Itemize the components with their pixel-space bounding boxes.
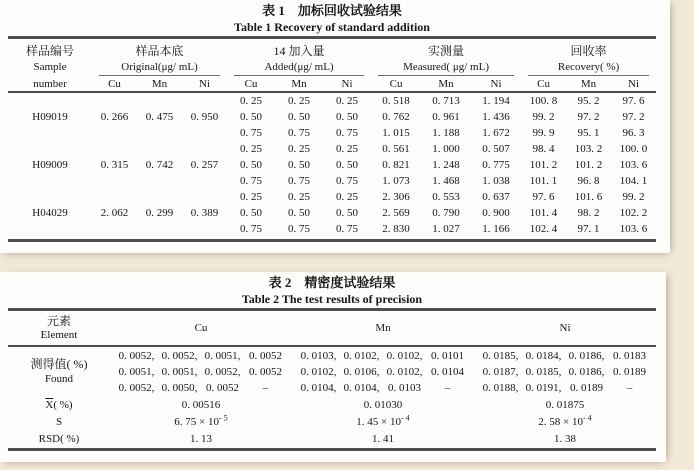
header-element-en: Element	[40, 329, 78, 341]
table1-row	[8, 205, 656, 221]
value-cell	[92, 189, 137, 205]
header-original-zh: 样品本底	[135, 44, 184, 58]
stddev-exponent: - 5	[219, 413, 228, 423]
value-cell: 2. 830	[371, 221, 421, 241]
value-cell	[92, 141, 137, 157]
value-cell: 0. 25	[240, 191, 263, 203]
found-values-line	[292, 364, 474, 380]
mean-label: $\overline{X}$( %)	[45, 399, 73, 411]
stddev-value: 6. $75 \times 10^{- 5}$	[174, 413, 228, 428]
found-values-cell	[474, 346, 656, 397]
value-cell: 1. 194	[482, 95, 510, 107]
found-value: 0. 0184,	[525, 350, 562, 362]
value-cell: 97. 6	[622, 95, 645, 107]
value-cell: 0. 50	[336, 111, 359, 123]
found-value: 0. 0050,	[161, 382, 198, 394]
value-cell: 0. 507	[482, 143, 510, 155]
found-value: 0. 0188,	[482, 382, 519, 394]
found-value: 0. 0103	[388, 382, 421, 394]
value-cell: 0. 553	[432, 191, 460, 203]
value-cell: 0. 637	[482, 191, 510, 203]
header-recovery-en: Recovery( %)	[521, 59, 656, 76]
value-cell	[92, 125, 137, 141]
found-value: 0. 0102,	[386, 366, 423, 378]
rsd-label: RSD( %)	[8, 431, 110, 450]
value-cell: 97. 2	[577, 111, 600, 123]
value-cell: 101. 4	[529, 207, 558, 219]
element-subheader: Mn	[137, 76, 182, 92]
found-value: 0. 0185,	[525, 366, 562, 378]
value-cell: 100. 0	[619, 143, 648, 155]
value-cell: 0. 790	[432, 207, 460, 219]
found-value: 0. 0102,	[386, 350, 423, 362]
table2-wrap	[8, 275, 656, 451]
value-cell: 101. 2	[574, 159, 603, 171]
found-value: 0. 0102,	[343, 350, 380, 362]
stddev-value: 2. $58 \times 10^{- 4}$	[538, 413, 592, 428]
found-value: –	[262, 382, 269, 394]
mean-row	[8, 397, 656, 414]
value-cell	[182, 221, 227, 241]
value-cell	[137, 173, 182, 189]
found-values-line	[474, 364, 656, 380]
header-added-zh: 14 加入量	[273, 44, 325, 58]
value-cell: 1. 436	[482, 111, 510, 123]
value-cell: 1. 188	[432, 127, 460, 139]
element-subheader: Ni	[611, 76, 656, 92]
element-subheader: Cu	[371, 76, 421, 92]
table1-title-en: Table 1 Recovery of standard addition	[234, 20, 430, 34]
value-cell: 1. 166	[471, 221, 521, 241]
value-cell: 0. 50	[240, 207, 263, 219]
found-values-line	[474, 348, 656, 364]
value-cell: 0. 266	[100, 111, 129, 123]
table1-row	[8, 173, 656, 189]
value-cell: 0. 950	[190, 111, 219, 123]
header-added-en: Added(μg/ mL)	[227, 59, 371, 76]
found-value: 0. 0051,	[118, 366, 155, 378]
mean-value: 0. 01030	[363, 399, 403, 411]
sample-id-cell: H04029	[32, 207, 68, 219]
value-cell: 0. 775	[482, 159, 510, 171]
table2-title-zh: 表 2 精密度试验结果	[268, 275, 396, 290]
value-cell	[137, 221, 182, 241]
stddev-row	[8, 414, 656, 431]
value-cell: 97. 1	[566, 221, 611, 241]
value-cell: 103. 6	[611, 221, 656, 241]
found-label-en: Found	[44, 373, 74, 385]
value-cell: 95. 1	[577, 127, 600, 139]
value-cell: 0. 25	[288, 95, 311, 107]
value-cell: 0. 75	[240, 127, 263, 139]
value-cell: 103. 2	[574, 143, 603, 155]
value-cell: 99. 2	[532, 111, 555, 123]
found-value: 0. 0187,	[482, 366, 519, 378]
value-cell: 2. 569	[382, 207, 410, 219]
found-value: 0. 0051,	[161, 366, 198, 378]
value-cell	[182, 125, 227, 141]
value-cell: 101. 6	[574, 191, 603, 203]
value-cell: 102. 2	[619, 207, 648, 219]
value-cell: 0. 75	[275, 221, 323, 241]
value-cell: 0. 75	[227, 221, 275, 241]
found-values-line	[474, 380, 656, 396]
value-cell: 97. 6	[532, 191, 555, 203]
value-cell: 0. 75	[336, 175, 359, 187]
header-measured-en: Measured( μg/ mL)	[371, 59, 521, 76]
found-values-cell	[292, 346, 474, 397]
found-value: 0. 0102,	[300, 366, 337, 378]
element-subheader: Ni	[323, 76, 371, 92]
sample-id-cell: H09019	[32, 111, 68, 123]
mean-value: 0. 00516	[181, 399, 221, 411]
sample-id-cell	[8, 189, 92, 205]
header-sample-zh: 样品编号	[25, 44, 74, 58]
stddev-value: 1. $45 \times 10^{- 4}$	[356, 413, 410, 428]
found-value: 0. 0052,	[118, 382, 155, 394]
value-cell: 0. 742	[145, 159, 174, 171]
table1-row	[8, 141, 656, 157]
found-value: 0. 0191,	[525, 382, 562, 394]
found-value: 0. 0101	[431, 350, 464, 362]
found-value: 0. 0052	[249, 350, 282, 362]
value-cell: 1. 073	[382, 175, 410, 187]
stddev-label: S	[55, 416, 63, 428]
found-value: 0. 0106,	[343, 366, 380, 378]
table1	[8, 36, 656, 242]
value-cell: 101. 2	[529, 159, 558, 171]
element-subheader: Mn	[275, 76, 323, 92]
found-value: 0. 0104,	[300, 382, 337, 394]
value-cell: 96. 3	[622, 127, 645, 139]
table1-row	[8, 92, 656, 109]
found-row	[8, 346, 656, 397]
found-label-zh: 测得值( %)	[30, 357, 88, 371]
value-cell: 95. 2	[577, 95, 600, 107]
value-cell	[137, 189, 182, 205]
found-value: –	[444, 382, 451, 394]
table2	[8, 308, 656, 451]
found-label	[8, 346, 110, 397]
element-subheader: Mn	[421, 76, 471, 92]
table1-row	[8, 109, 656, 125]
stddev-exponent: - 4	[583, 413, 592, 423]
value-cell: 0. 25	[240, 95, 263, 107]
found-value: 0. 0052,	[204, 366, 241, 378]
table1-row	[8, 221, 656, 241]
found-value: 0. 0051,	[204, 350, 241, 362]
found-value: –	[626, 382, 633, 394]
found-value: 0. 0103,	[300, 350, 337, 362]
table2-body	[8, 346, 656, 450]
value-cell: 103. 6	[619, 159, 648, 171]
value-cell: 0. 25	[336, 143, 359, 155]
rsd-row	[8, 431, 656, 450]
header-original-en: Original(μg/ mL)	[92, 59, 227, 76]
rsd-value: 1. 13	[110, 431, 292, 450]
value-cell: 0. 50	[288, 111, 311, 123]
found-value: 0. 0189	[570, 382, 603, 394]
value-cell: 1. 248	[432, 159, 460, 171]
value-cell: 0. 25	[288, 191, 311, 203]
sample-id-cell	[8, 92, 92, 109]
value-cell: 0. 299	[145, 207, 174, 219]
value-cell: 98. 2	[577, 207, 600, 219]
value-cell: 1. 468	[432, 175, 460, 187]
found-values-cell	[110, 346, 292, 397]
element-subheader: Cu	[227, 76, 275, 92]
table2-title-en: Table 2 The test results of precision	[241, 292, 423, 306]
element-subheader: Mn	[566, 76, 611, 92]
found-value: 0. 0104	[431, 366, 464, 378]
table1-body	[8, 92, 656, 241]
value-cell: 96. 8	[577, 175, 600, 187]
value-cell: 0. 75	[336, 127, 359, 139]
found-value: 0. 0052,	[118, 350, 155, 362]
table1-header-en-row	[8, 59, 656, 76]
value-cell: 0. 25	[336, 191, 359, 203]
header-element-label	[8, 310, 110, 347]
value-cell: 0. 475	[145, 111, 174, 123]
value-cell: 1. 672	[482, 127, 510, 139]
element-subheader: Cu	[92, 76, 137, 92]
sample-id-cell	[8, 173, 92, 189]
value-cell: 1. 015	[382, 127, 410, 139]
table2-header-row	[8, 310, 656, 347]
value-cell: 99. 2	[622, 191, 645, 203]
table2-paper-block	[0, 272, 666, 462]
value-cell: 0. 25	[288, 143, 311, 155]
sample-id-cell: H09009	[32, 159, 68, 171]
value-cell: 0. 713	[432, 95, 460, 107]
header-measured-zh: 实测量	[428, 44, 465, 58]
value-cell: 0. 50	[240, 159, 263, 171]
found-value: 0. 0189	[613, 366, 646, 378]
sample-id-cell	[8, 125, 92, 141]
value-cell: 0. 257	[190, 159, 219, 171]
value-cell: 0. 75	[288, 127, 311, 139]
value-cell: 0. 762	[382, 111, 410, 123]
value-cell: 0. 50	[336, 159, 359, 171]
found-value: 0. 0183	[613, 350, 646, 362]
mean-overline-x: $\overline{X}$	[45, 399, 54, 411]
value-cell: 0. 25	[336, 95, 359, 107]
mean-value: 0. 01875	[545, 399, 585, 411]
value-cell	[137, 125, 182, 141]
value-cell: 0. 821	[382, 159, 410, 171]
value-cell: 2. 306	[382, 191, 410, 203]
value-cell	[137, 92, 182, 109]
header-element-mn: Mn	[292, 310, 474, 347]
table1-row	[8, 157, 656, 173]
value-cell: 102. 4	[521, 221, 566, 241]
value-cell: 0. 315	[100, 159, 129, 171]
value-cell: 0. 25	[240, 143, 263, 155]
header-element-ni: Ni	[474, 310, 656, 347]
table1-row	[8, 125, 656, 141]
sample-id-cell	[8, 221, 92, 241]
value-cell: 98. 4	[532, 143, 555, 155]
value-cell	[182, 189, 227, 205]
value-cell	[92, 173, 137, 189]
table1-row	[8, 189, 656, 205]
value-cell	[182, 173, 227, 189]
value-cell: 0. 961	[432, 111, 460, 123]
value-cell	[137, 141, 182, 157]
sample-id-cell	[8, 141, 92, 157]
value-cell	[92, 92, 137, 109]
value-cell: 100. 8	[529, 95, 558, 107]
found-values-line	[292, 348, 474, 364]
value-cell: 1. 038	[482, 175, 510, 187]
rsd-value: 1. 38	[474, 431, 656, 450]
value-cell	[182, 92, 227, 109]
found-values-line	[292, 380, 474, 396]
found-values-line	[110, 348, 292, 364]
value-cell: 0. 50	[288, 207, 311, 219]
value-cell: 0. 50	[288, 159, 311, 171]
value-cell: 0. 518	[382, 95, 410, 107]
value-cell: 99. 9	[532, 127, 555, 139]
found-values-line	[110, 364, 292, 380]
value-cell: 0. 389	[190, 207, 219, 219]
rsd-value: 1. 41	[292, 431, 474, 450]
value-cell: 0. 75	[323, 221, 371, 241]
table1-wrap	[8, 3, 656, 242]
header-element-cu: Cu	[110, 310, 292, 347]
value-cell: 0. 561	[382, 143, 410, 155]
table1-title-zh: 表 1 加标回收试验结果	[262, 3, 402, 18]
header-sample-number: number	[8, 76, 92, 92]
header-recovery-zh: 回收率	[570, 44, 607, 58]
value-cell: 0. 75	[288, 175, 311, 187]
value-cell: 1. 027	[421, 221, 471, 241]
value-cell: 0. 50	[336, 207, 359, 219]
element-subheader: Ni	[471, 76, 521, 92]
table1-header-zh-row	[8, 38, 656, 60]
found-value: 0. 0186,	[568, 350, 605, 362]
value-cell: 0. 75	[240, 175, 263, 187]
value-cell: 0. 50	[240, 111, 263, 123]
found-value: 0. 0185,	[482, 350, 519, 362]
found-value: 0. 0052	[249, 366, 282, 378]
table1-header-element-row	[8, 76, 656, 92]
found-value: 0. 0052	[206, 382, 239, 394]
element-subheader: Ni	[182, 76, 227, 92]
value-cell	[92, 221, 137, 241]
found-value: 0. 0186,	[568, 366, 605, 378]
value-cell: 97. 2	[622, 111, 645, 123]
found-value: 0. 0104,	[343, 382, 380, 394]
header-sample-en: Sample	[33, 61, 67, 73]
value-cell: 2. 062	[100, 207, 129, 219]
value-cell: 104. 1	[619, 175, 648, 187]
value-cell	[182, 141, 227, 157]
stddev-exponent: - 4	[401, 413, 410, 423]
found-value: 0. 0052,	[161, 350, 198, 362]
found-values-line	[110, 380, 292, 396]
header-element-zh: 元素	[46, 314, 71, 328]
value-cell: 1. 000	[432, 143, 460, 155]
value-cell: 101. 1	[529, 175, 558, 187]
value-cell: 0. 900	[482, 207, 510, 219]
element-subheader: Cu	[521, 76, 566, 92]
